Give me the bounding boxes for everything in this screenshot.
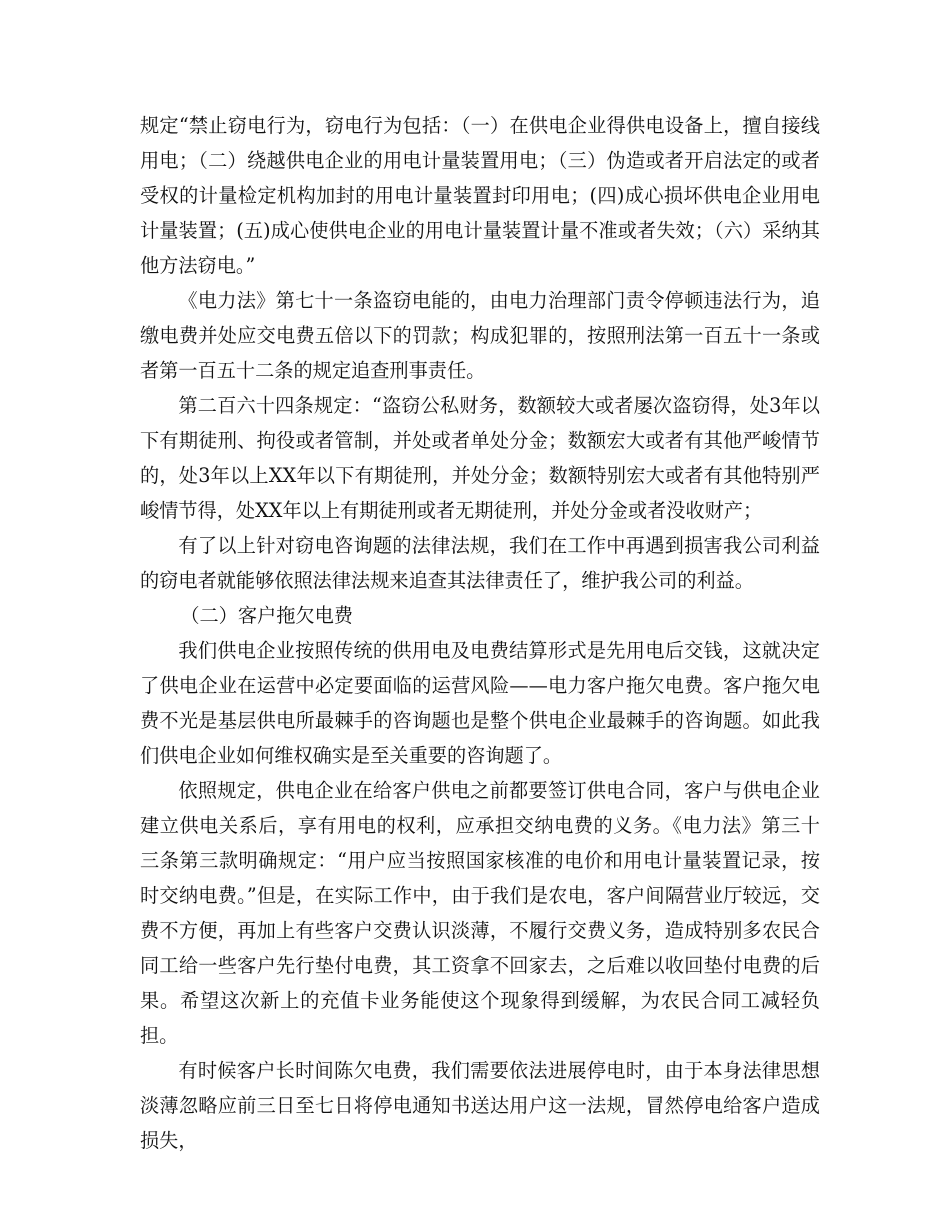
- paragraph-legal-basis-summary: 有了以上针对窃电咨询题的法律法规，我们在工作中再遇到损害我公司利益的窃电者就能够依照法律法规来追查其法律责任了，维护我公司的利益。: [140, 534, 820, 592]
- paragraph-operating-risk: 我们供电企业按照传统的供用电及电费结算形式是先用电后交钱，这就决定了供电企业在运营中必定要面临的运营风险——电力客户拖欠电费。客户拖欠电费不光是基层供电所最棘手的咨询题也是整个供电企业最棘手的咨询题。如此我们供电企业如何维权确实是至关重要的咨询题了。: [140, 639, 820, 767]
- paragraph-supply-contract: 依照规定，供电企业在给客户供电之前都要签订供电合同，客户与供电企业建立供电关系后，享有用电的权利，应承担交纳电费的义务。《电力法》第三十三条第三款明确规定：“用户应当按照国家核准的电价和用电计量装置记录，按时交纳电费。”但是，在实际工作中，由于我们是农电，客户间隔营业厅较远，交费不方便，再加上有些客户交费认识淡薄，不履行交费义务，造成特别多农民合同工给一些客户先行垫付电费，其工资拿不回家去，之后难以收回垫付电费的后果。希望这次新上的充值卡业务能使这个现象得到缓解，为农民合同工减轻负担。: [140, 779, 820, 1047]
- section-heading-customer-arrears: （二）客户拖欠电费: [180, 604, 353, 627]
- document-body: [140, 108, 820, 1158]
- paragraph-power-cut-notice: 有时候客户长时间陈欠电费，我们需要依法进展停电时，由于本身法律思想淡薄忽略应前三日至七日将停电通知书送达用户这一法规，冒然停电给客户造成损失，: [140, 1059, 820, 1152]
- paragraph-article-264: 第二百六十四条规定：“盗窃公私财务，数额较大或者屡次盗窃得，处3年以下有期徒刑、拘役或者管制，并处或者单处分金；数额宏大或者有其他严峻情节的，处3年以上XX年以下有期徒刑，并处分金；数额特别宏大或者有其他特别严峻情节得，处XX年以上有期徒刑或者无期徒刑，并处分金或者没收财产；: [140, 394, 820, 522]
- paragraph-electricity-law-article-71: 《电力法》第七十一条盗窃电能的，由电力治理部门责令停顿违法行为，追缴电费并处应交电费五倍以下的罚款；构成犯罪的，按照刑法第一百五十一条或者第一百五十二条的规定追查刑事责任。: [140, 289, 820, 382]
- paragraph-electricity-theft-definition: 规定“禁止窃电行为，窃电行为包括：（一）在供电企业得供电设备上，擅自接线用电；（二）绕越供电企业的用电计量装置用电；（三）伪造或者开启法定的或者受权的计量检定机构加封的用电计量装置封印用电；(四)成心损坏供电企业用电计量装置；(五)成心使供电企业的用电计量装置计量不准或者失效；（六）采纳其他方法窃电。”: [140, 114, 820, 277]
